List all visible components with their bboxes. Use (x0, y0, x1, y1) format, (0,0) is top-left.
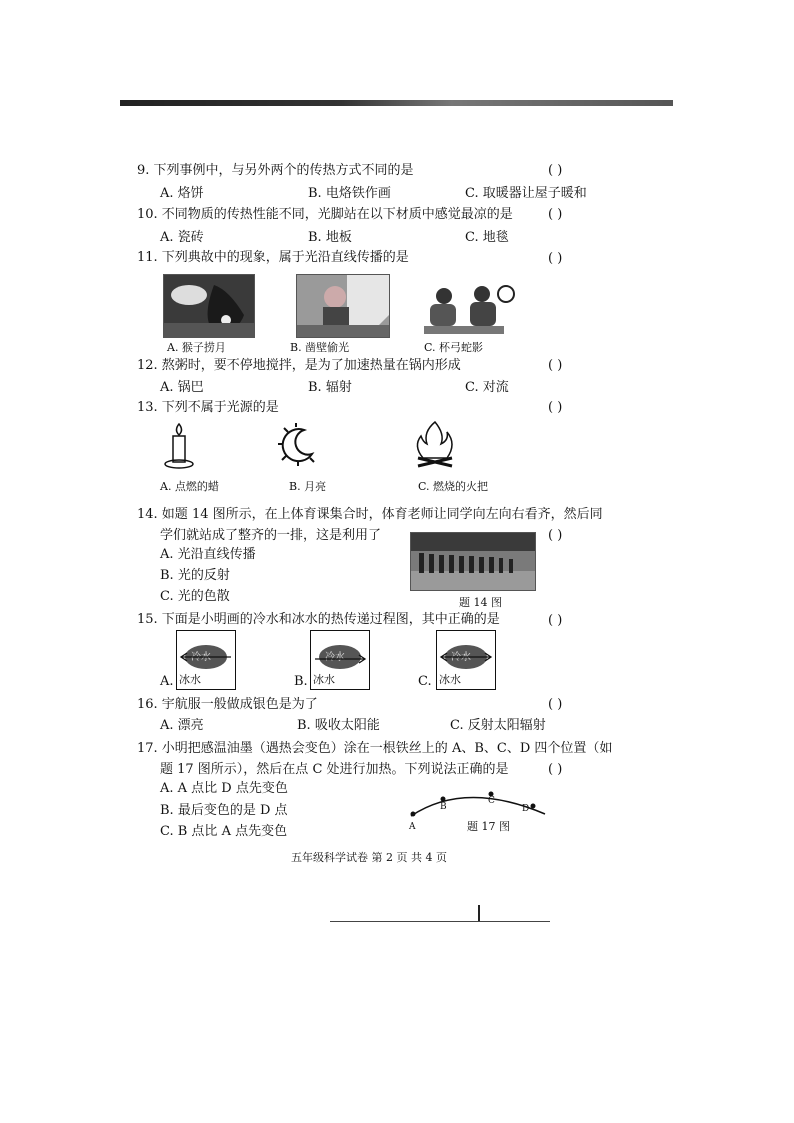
candle-icon (162, 422, 196, 472)
q15-option-b: B. (294, 674, 308, 689)
point-a-label: A (409, 822, 416, 832)
q17-option-b: B. 最后变色的是 D 点 (160, 803, 288, 818)
q13-option-b: B. 月亮 (289, 480, 327, 493)
q9-option-a: A. 烙饼 (160, 186, 204, 201)
q12-option-c: C. 对流 (465, 380, 509, 395)
q11-option-b: B. 凿壁偷光 (290, 341, 350, 354)
q15-diagram-b (310, 630, 370, 690)
answer-bracket-11: ( ) (548, 251, 563, 266)
cold-water-label: 冷水 (325, 652, 345, 663)
q15-diagram-c (436, 630, 496, 690)
question-17-stem-line1: 17. 小明把感温油墨（遇热会变色）涂在一根铁丝上的 A、B、C、D 四个位置（如 (137, 741, 613, 756)
q15-option-a: A. (160, 674, 174, 689)
q13-option-a: A. 点燃的蜡 (160, 480, 219, 493)
top-scan-edge (120, 100, 673, 106)
answer-bracket-15: ( ) (548, 613, 563, 628)
q17-option-c: C. B 点比 A 点先变色 (160, 824, 288, 839)
question-9-stem: 9. 下列事例中，与另外两个的传热方式不同的是 (137, 163, 414, 178)
bottom-scan-edge (330, 921, 550, 922)
page-footer: 五年级科学试卷 第 2 页 共 4 页 (291, 851, 447, 864)
answer-bracket-16: ( ) (548, 697, 563, 712)
answer-bracket-13: ( ) (548, 400, 563, 415)
q11-option-a: A. 猴子捞月 (167, 341, 226, 354)
figure-14-caption: 题 14 图 (459, 596, 502, 609)
q17-option-a: A. A 点比 D 点先变色 (160, 781, 288, 796)
ice-water-label: 冰水 (179, 673, 201, 686)
q12-option-a: A. 锅巴 (160, 380, 204, 395)
students-line-photo (410, 532, 536, 591)
q12-option-b: B. 辐射 (308, 380, 352, 395)
bow-cup-snake-image (420, 282, 516, 338)
q16-option-a: A. 漂亮 (160, 718, 204, 733)
figure-17-caption: 题 17 图 (467, 820, 510, 833)
cold-water-label: 冷水 (191, 652, 211, 663)
question-13-stem: 13. 下列不属于光源的是 (137, 400, 279, 415)
answer-bracket-10: ( ) (548, 207, 563, 222)
question-17-stem-line2: 题 17 图所示），然后在点 C 处进行加热。下列说法正确的是 (160, 762, 509, 777)
point-c-label: C (488, 796, 495, 806)
q16-option-b: B. 吸收太阳能 (297, 718, 380, 733)
crescent-moon-icon (276, 422, 320, 468)
answer-bracket-12: ( ) (548, 358, 563, 373)
question-14-stem-line1: 14. 如题 14 图所示，在上体育课集合时，体育老师让同学向左向右看齐，然后同 (137, 507, 603, 522)
q14-option-c: C. 光的色散 (160, 589, 230, 604)
question-10-stem: 10. 不同物质的传热性能不同，光脚站在以下材质中感觉最凉的是 (137, 207, 513, 222)
q13-option-c: C. 燃烧的火把 (418, 480, 489, 493)
q16-option-c: C. 反射太阳辐射 (450, 718, 546, 733)
q14-option-a: A. 光沿直线传播 (160, 547, 256, 562)
campfire-icon (412, 418, 458, 472)
ice-water-label: 冰水 (439, 673, 461, 686)
monkey-moon-image (163, 274, 255, 338)
q10-option-b: B. 地板 (308, 230, 352, 245)
cold-water-label: 冷水 (451, 652, 471, 663)
q11-option-c: C. 杯弓蛇影 (424, 341, 484, 354)
wall-chisel-image (296, 274, 390, 338)
ice-water-label: 冰水 (313, 673, 335, 686)
question-16-stem: 16. 宇航服一般做成银色是为了 (137, 697, 318, 712)
answer-bracket-17: ( ) (548, 762, 563, 777)
q15-diagram-a (176, 630, 236, 690)
q9-option-c: C. 取暖器让屋子暖和 (465, 186, 587, 201)
question-15-stem: 15. 下面是小明画的冷水和冰水的热传递过程图，其中正确的是 (137, 612, 500, 627)
question-14-stem-line2: 学们就站成了整齐的一排，这是利用了 (160, 528, 382, 543)
point-d-label: D (522, 804, 530, 814)
question-11-stem: 11. 下列典故中的现象，属于光沿直线传播的是 (137, 250, 409, 265)
q9-option-b: B. 电烙铁作画 (308, 186, 391, 201)
q10-option-a: A. 瓷砖 (160, 230, 204, 245)
answer-bracket-14: ( ) (548, 528, 563, 543)
q14-option-b: B. 光的反射 (160, 568, 230, 583)
question-12-stem: 12. 熬粥时，要不停地搅拌，是为了加速热量在锅内形成 (137, 358, 461, 373)
point-b-label: B (440, 802, 447, 812)
q10-option-c: C. 地毯 (465, 230, 509, 245)
bottom-scan-mark (478, 905, 480, 921)
q15-option-c: C. (418, 674, 432, 689)
answer-bracket-9: ( ) (548, 163, 563, 178)
